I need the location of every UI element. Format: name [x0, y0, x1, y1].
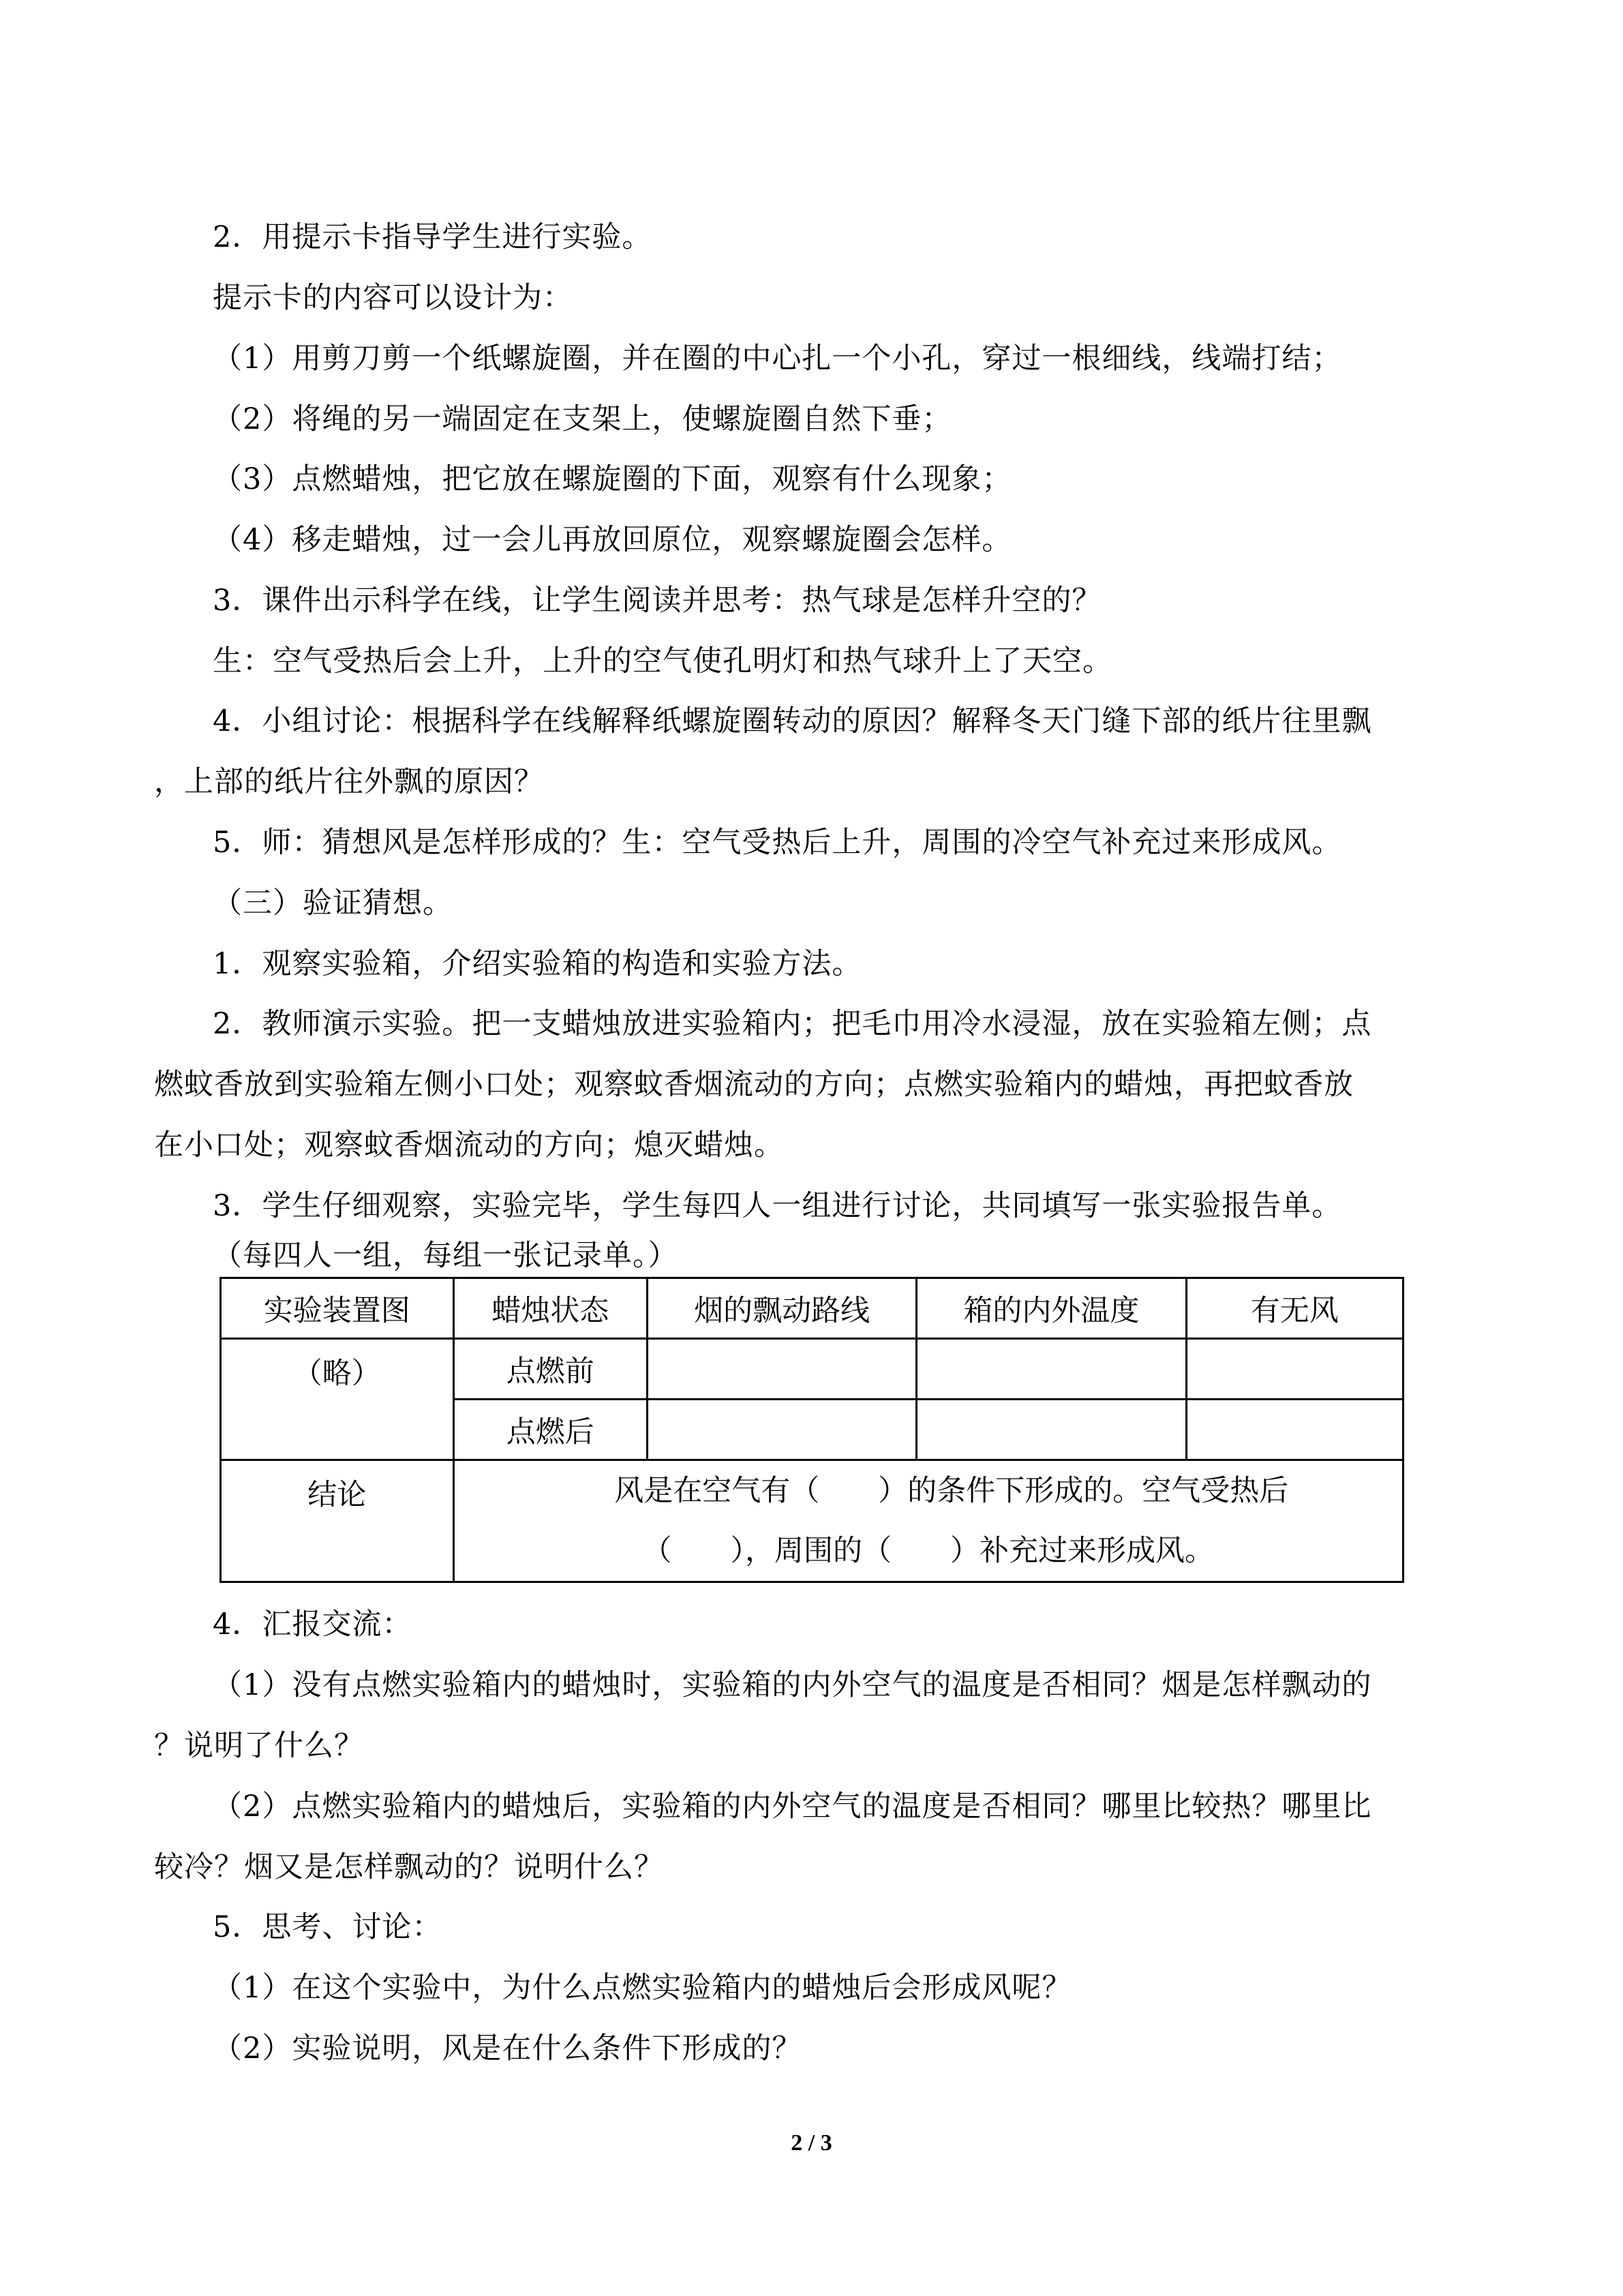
experiment-report-table: [219, 1277, 1404, 1583]
table-cell: [917, 1339, 1186, 1400]
text-line: 1．观察实验箱，介绍实验箱的构造和实验方法。: [213, 947, 862, 981]
text-line: ，上部的纸片往外飘的原因？: [154, 765, 544, 799]
conclusion-line: （ ），周围的（ ）补充过来形成风。: [642, 1534, 1215, 1568]
text-line: （1）没有点燃实验箱内的蜡烛时，实验箱的内外空气的温度是否相同？烟是怎样飘动的: [213, 1668, 1372, 1702]
text-line: 燃蚊香放到实验箱左侧小口处；观察蚊香烟流动的方向；点燃实验箱内的蜡烛，再把蚊香放: [154, 1068, 1354, 1102]
section-heading: （三）验证猜想。: [213, 886, 453, 920]
text-line: （2）将绳的另一端固定在支架上，使螺旋圈自然下垂；: [213, 402, 952, 436]
conclusion-cell: [453, 1460, 1403, 1582]
text-line: 在小口处；观察蚊香烟流动的方向；熄灭蜡烛。: [154, 1128, 784, 1162]
text-line: （2）点燃实验箱内的蜡烛后，实验箱的内外空气的温度是否相同？哪里比较热？哪里比: [213, 1789, 1372, 1824]
table-header-cell: 箱的内外温度: [917, 1278, 1186, 1339]
text-line: 生：空气受热后会上升，上升的空气使孔明灯和热气球升上了天空。: [213, 644, 1112, 678]
text-line: ？说明了什么？: [154, 1729, 364, 1763]
table-header-cell: 实验装置图: [221, 1278, 454, 1339]
text-line: 2．用提示卡指导学生进行实验。: [213, 220, 652, 254]
candle-state-cell: 点燃前: [453, 1339, 647, 1400]
table-header-cell: 有无风: [1186, 1278, 1403, 1339]
text-line: 4．小组讨论：根据科学在线解释纸螺旋圈转动的原因？解释冬天门缝下部的纸片往里飘: [213, 704, 1372, 738]
text-line: 3．学生仔细观察，实验完毕，学生每四人一组进行讨论，共同填写一张实验报告单。: [213, 1189, 1342, 1223]
text-line: 3．课件出示科学在线，让学生阅读并思考：热气球是怎样升空的？: [213, 584, 1102, 618]
text-line: 5．师：猜想风是怎样形成的？生：空气受热后上升，周围的冷空气补充过来形成风。: [213, 826, 1342, 860]
text-line: 较冷？烟又是怎样飘动的？说明什么？: [154, 1850, 664, 1884]
table-header-cell: 烟的飘动路线: [648, 1278, 917, 1339]
text-line: 提示卡的内容可以设计为：: [213, 281, 573, 315]
text-line: （每四人一组，每组一张记录单。）: [213, 1239, 678, 1273]
candle-state-cell: 点燃后: [453, 1400, 647, 1460]
conclusion-line: 风是在空气有（ ）的条件下形成的。空气受热后: [614, 1474, 1289, 1508]
conclusion-label: 结论: [221, 1460, 454, 1582]
page-number: 2 / 3: [791, 2130, 832, 2156]
table-header-cell: 蜡烛状态: [453, 1278, 647, 1339]
text-line: （1）用剪刀剪一个纸螺旋圈，并在圈的中心扎一个小孔，穿过一根细线，线端打结；: [213, 342, 1342, 376]
table-cell: [917, 1400, 1186, 1460]
text-line: （3）点燃蜡烛，把它放在螺旋圈的下面，观察有什么现象；: [213, 462, 1012, 496]
table-cell: [648, 1339, 917, 1400]
text-line: （2）实验说明，风是在什么条件下形成的？: [213, 2031, 802, 2066]
text-line: （4）移走蜡烛，过一会儿再放回原位，观察螺旋圈会怎样。: [213, 523, 1012, 557]
table-cell: [1186, 1339, 1403, 1400]
text-line: 5．思考、讨论：: [213, 1910, 442, 1944]
apparatus-cell: （略）: [221, 1339, 454, 1460]
text-line: 4．汇报交流：: [213, 1607, 412, 1642]
table-cell: [1186, 1400, 1403, 1460]
text-line: （1）在这个实验中，为什么点燃实验箱内的蜡烛后会形成风呢？: [213, 1971, 1072, 2005]
table-cell: [648, 1400, 917, 1460]
text-line: 2．教师演示实验。把一支蜡烛放进实验箱内；把毛巾用冷水浸湿，放在实验箱左侧；点: [213, 1007, 1372, 1041]
